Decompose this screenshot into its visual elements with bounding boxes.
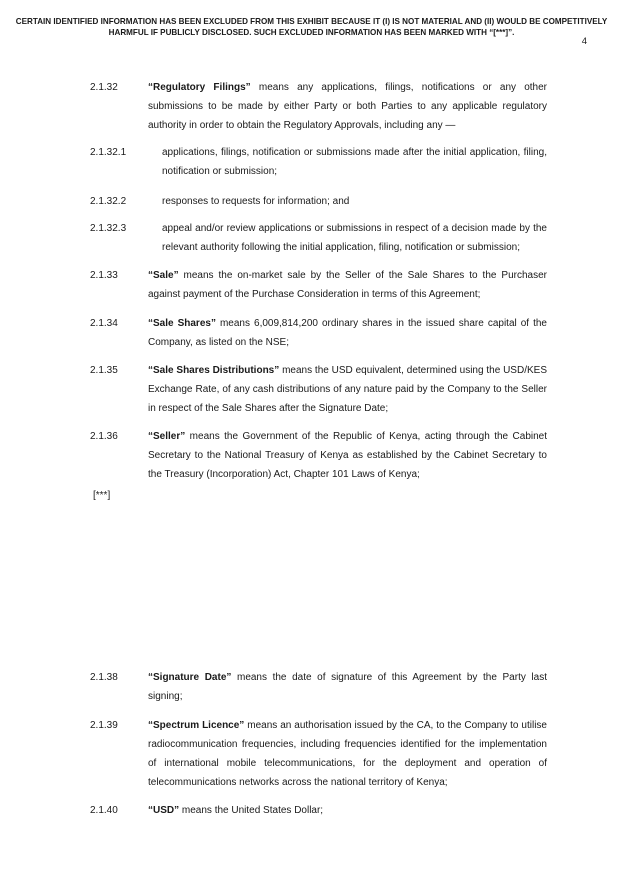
defined-term: “Sale Shares Distributions” [148,365,280,376]
clause-number: 2.1.33 [90,270,118,281]
clause-text: responses to requests for information; and [162,196,350,207]
clause-number: 2.1.32.3 [90,223,127,234]
defined-term: “Spectrum Licence” [148,720,245,731]
clause-number: 2.1.40 [90,805,118,816]
clause-text: means an authorisation issued by the CA, to the Company to utilise radiocommunication frequencies, including frequencies identified for the implementation of international mobile telecommunications, for the deployment and operation of telecommunications networks across the national territory of Kenya; [148,720,547,788]
clause-number: 2.1.35 [90,365,118,376]
clause-text: means any applications, filings, notifications or any other submissions to be made by either Party or both Parties to any applicable regulatory authority in order to obtain the Regulatory Approvals, including any — [148,82,548,131]
clause-text: means the date of signature of this Agreement by the Party last signing; [148,672,547,702]
defined-term: “Signature Date” [148,672,232,683]
defined-term: “Regulatory Filings” [148,82,251,93]
clause-text: appeal and/or review applications or submissions in respect of a decision made by the relevant authority following the initial application, filing, notification or submission; [162,223,547,253]
page-number: 4 [581,36,587,47]
defined-term: “Sale” [148,270,179,281]
clause-sale [90,266,547,304]
clause-number: 2.1.32 [90,82,118,93]
clause-usd [90,801,547,820]
clause-text: means the on-market sale by the Seller of the Sale Shares to the Purchaser against payment of the Purchase Consideration in terms of this Agreement; [148,270,547,300]
clause-number: 2.1.39 [90,720,118,731]
subclause-2-1-32-2 [90,192,547,211]
clause-text: means 6,009,814,200 ordinary shares in the issued share capital of the Company, as listed on the NSE; [148,318,547,348]
subclause-2-1-32-3 [90,219,547,257]
clause-text: applications, filings, notification or submissions made after the initial application, filing, notification or submission; [162,147,547,177]
clause-seller [90,427,547,484]
clause-text: means the USD equivalent, determined using the USD/KES Exchange Rate, of any cash distributions of any nature paid by the Company to the Seller in respect of the Sale Shares after the Signature Date; [148,365,547,414]
clause-regulatory-filings [90,78,547,135]
clause-number: 2.1.32.2 [90,196,127,207]
clause-sale-shares [90,314,547,352]
clause-signature-date [90,668,547,706]
clause-text: means the Government of the Republic of Kenya, acting through the Cabinet Secretary to the National Treasury of Kenya as established by the Cabinet Secretary to the Treasury (Incorporation) Act, Chapter 101 Laws of Kenya; [148,431,547,480]
clause-number: 2.1.32.1 [90,147,127,158]
defined-term: “Seller” [148,431,186,442]
clause-spectrum-licence [90,716,547,792]
clause-text: means the United States Dollar; [179,805,324,816]
exclusion-notice: CERTAIN IDENTIFIED INFORMATION HAS BEEN EXCLUDED FROM THIS EXHIBIT BECAUSE IT (I) IS NOT MATERIAL AND (II) WOULD BE COMPETITIVELY HARMFUL IF PUBLICLY DISCLOSED. SUCH EXCLUDED INFORMATION HAS BEEN MARKED WITH “[***]”. [15,17,608,37]
clause-number: 2.1.36 [90,431,118,442]
defined-term: “USD” [148,805,180,816]
redaction-marker: [***] [93,490,111,501]
clause-number: 2.1.34 [90,318,118,329]
subclause-2-1-32-1 [90,143,547,181]
clause-number: 2.1.38 [90,672,118,683]
clause-sale-shares-distributions [90,361,547,418]
defined-term: “Sale Shares” [148,318,216,329]
